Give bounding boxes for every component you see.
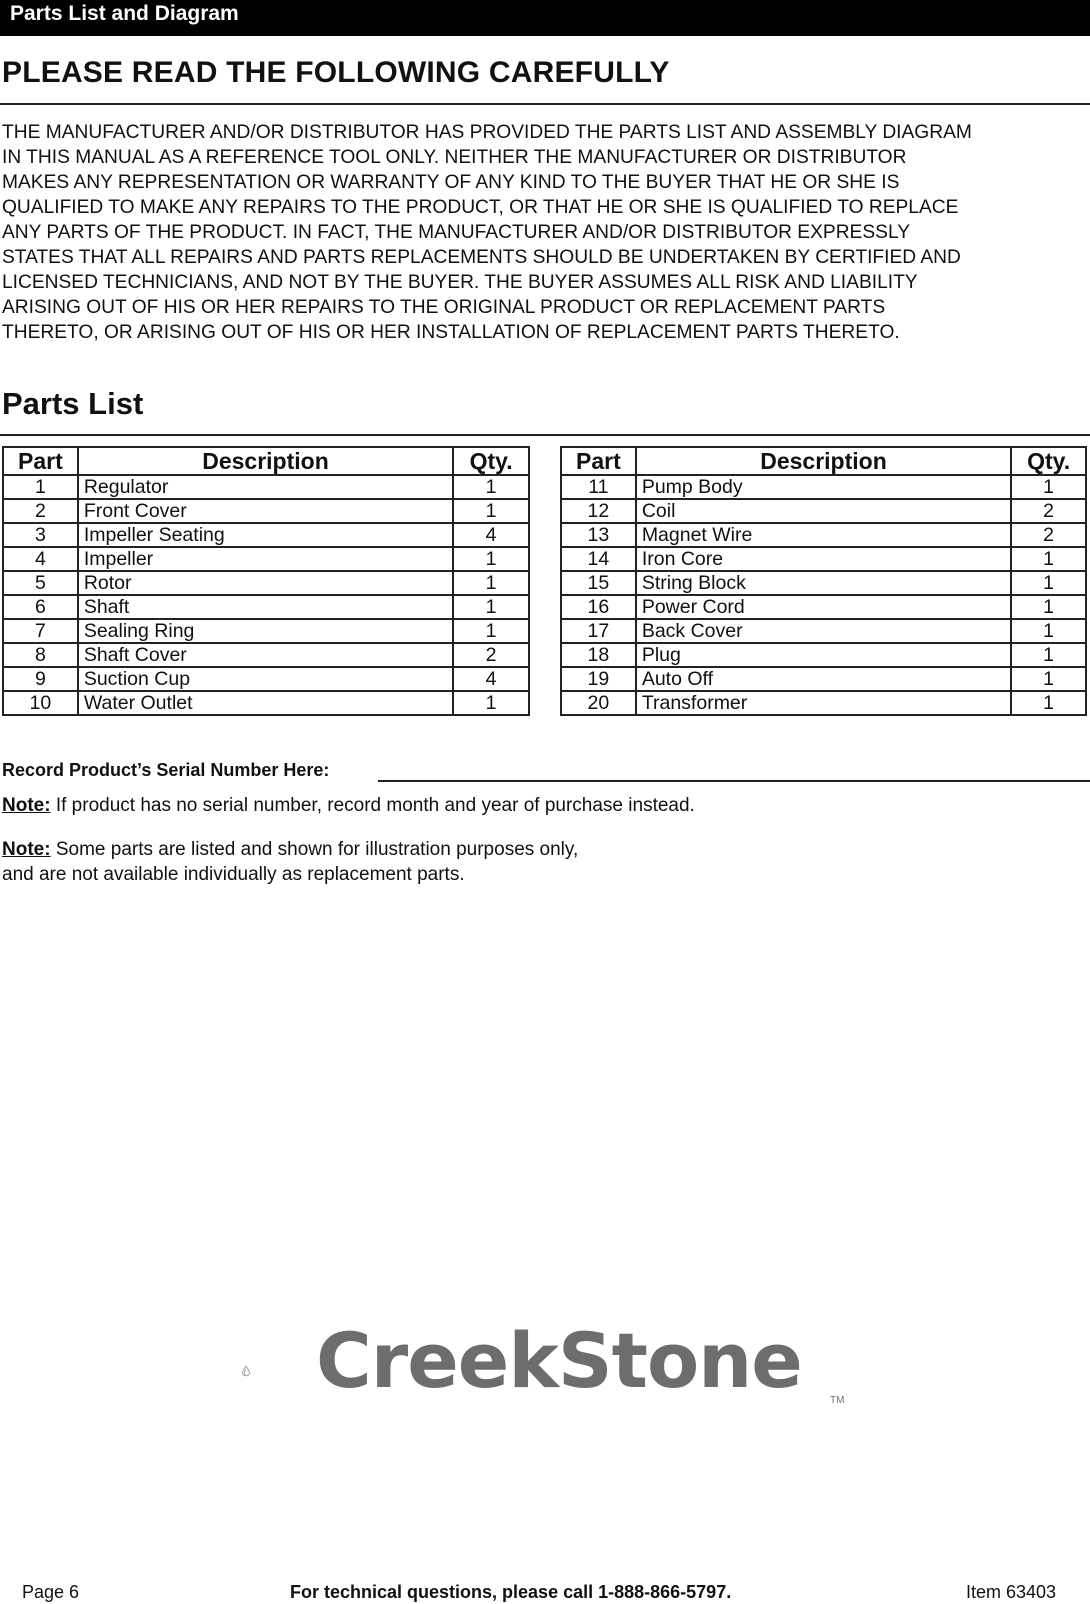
part-description-cell: Plug (636, 643, 1011, 667)
parts-table-left (2, 446, 530, 716)
disclaimer-line: ARISING OUT OF HIS OR HER REPAIRS TO THE ORIGINAL PRODUCT OR REPLACEMENT PARTS (2, 297, 886, 318)
disclaimer-line: THE MANUFACTURER AND/OR DISTRIBUTOR HAS PROVIDED THE PARTS LIST AND ASSEMBLY DIAGRAM (2, 122, 972, 143)
disclaimer-line: MAKES ANY REPRESENTATION OR WARRANTY OF ANY KIND TO THE BUYER THAT HE OR SHE IS (2, 172, 900, 193)
part-qty-cell: 1 (453, 499, 529, 523)
note-label: Note: (2, 839, 51, 860)
column-header-description: Description (636, 447, 1011, 475)
part-description-cell: Suction Cup (78, 667, 453, 691)
part-qty-cell: 1 (453, 475, 529, 499)
section-header-bar (0, 0, 1090, 36)
part-description-cell: Impeller (78, 547, 453, 571)
disclaimer-text (2, 120, 1072, 345)
part-number-cell: 4 (3, 547, 78, 571)
part-qty-cell: 1 (1011, 691, 1086, 715)
part-qty-cell: 1 (1011, 667, 1086, 691)
table-row (561, 571, 1086, 595)
part-description-cell: Coil (636, 499, 1011, 523)
part-qty-cell: 1 (1011, 619, 1086, 643)
note-text: If product has no serial number, record month and year of purchase instead. (55, 795, 695, 816)
trademark-symbol: TM (830, 1395, 845, 1406)
part-description-cell: Rotor (78, 571, 453, 595)
disclaimer-line: QUALIFIED TO MAKE ANY REPAIRS TO THE PRODUCT, OR THAT HE OR SHE IS QUALIFIED TO REPLACE (2, 197, 959, 218)
part-description-cell: Magnet Wire (636, 523, 1011, 547)
part-description-cell: Auto Off (636, 667, 1011, 691)
part-number-cell: 14 (561, 547, 636, 571)
part-description-cell: Pump Body (636, 475, 1011, 499)
serial-number-line (378, 780, 1090, 782)
part-qty-cell: 1 (1011, 595, 1086, 619)
disclaimer-line: LICENSED TECHNICIANS, AND NOT BY THE BUYER. THE BUYER ASSUMES ALL RISK AND LIABILITY (2, 272, 918, 293)
part-description-cell: Sealing Ring (78, 619, 453, 643)
disclaimer-line: ANY PARTS OF THE PRODUCT. IN FACT, THE MANUFACTURER AND/OR DISTRIBUTOR EXPRESSLY (2, 222, 910, 243)
table-row (3, 523, 529, 547)
part-description-cell: Power Cord (636, 595, 1011, 619)
part-number-cell: 19 (561, 667, 636, 691)
part-qty-cell: 4 (453, 523, 529, 547)
table-row (3, 571, 529, 595)
creekstone-drop-icon (242, 1326, 312, 1416)
note-illustration (2, 837, 578, 887)
table-header-row (3, 447, 529, 475)
part-number-cell: 20 (561, 691, 636, 715)
table-row (3, 667, 529, 691)
part-qty-cell: 1 (453, 571, 529, 595)
table-row (3, 475, 529, 499)
table-row (561, 595, 1086, 619)
table-row (561, 643, 1086, 667)
part-qty-cell: 2 (1011, 499, 1086, 523)
note-text: and are not available individually as replacement parts. (2, 864, 465, 885)
table-row (3, 499, 529, 523)
table-row (561, 523, 1086, 547)
footer-item-number: Item 63403 (966, 1582, 1057, 1602)
table-header-row (561, 447, 1086, 475)
part-description-cell: Shaft (78, 595, 453, 619)
divider (0, 103, 1090, 105)
part-number-cell: 10 (3, 691, 78, 715)
part-description-cell: Impeller Seating (78, 523, 453, 547)
table-row (561, 547, 1086, 571)
disclaimer-line: STATES THAT ALL REPAIRS AND PARTS REPLACEMENTS SHOULD BE UNDERTAKEN BY CERTIFIED AND (2, 247, 961, 268)
brand-logo: CreekStone (316, 1316, 802, 1405)
note-serial (2, 793, 695, 818)
serial-number-label: Record Product’s Serial Number Here: (2, 760, 330, 780)
part-number-cell: 5 (3, 571, 78, 595)
part-qty-cell: 1 (1011, 547, 1086, 571)
part-description-cell: Regulator (78, 475, 453, 499)
part-qty-cell: 1 (453, 595, 529, 619)
part-qty-cell: 4 (453, 667, 529, 691)
column-header-qty: Qty. (453, 447, 529, 475)
table-row (561, 499, 1086, 523)
part-description-cell: Shaft Cover (78, 643, 453, 667)
table-row (561, 667, 1086, 691)
table-row (3, 547, 529, 571)
part-qty-cell: 1 (453, 619, 529, 643)
table-row (3, 691, 529, 715)
part-number-cell: 9 (3, 667, 78, 691)
part-number-cell: 17 (561, 619, 636, 643)
part-number-cell: 8 (3, 643, 78, 667)
part-number-cell: 3 (3, 523, 78, 547)
table-row (561, 475, 1086, 499)
part-number-cell: 18 (561, 643, 636, 667)
column-header-part: Part (561, 447, 636, 475)
footer-page-number: Page 6 (22, 1582, 80, 1602)
part-description-cell: Front Cover (78, 499, 453, 523)
part-number-cell: 15 (561, 571, 636, 595)
part-description-cell: Back Cover (636, 619, 1011, 643)
part-number-cell: 7 (3, 619, 78, 643)
section-title: Parts List and Diagram (10, 2, 239, 25)
table-row (561, 691, 1086, 715)
table-row (561, 619, 1086, 643)
part-qty-cell: 1 (453, 547, 529, 571)
divider (0, 434, 1090, 436)
disclaimer-line: IN THIS MANUAL AS A REFERENCE TOOL ONLY. NEITHER THE MANUFACTURER OR DISTRIBUTOR (2, 147, 907, 168)
disclaimer-line: THERETO, OR ARISING OUT OF HIS OR HER INSTALLATION OF REPLACEMENT PARTS THERETO. (2, 322, 900, 343)
part-number-cell: 6 (3, 595, 78, 619)
part-qty-cell: 1 (1011, 643, 1086, 667)
part-number-cell: 2 (3, 499, 78, 523)
note-label: Note: (2, 795, 51, 816)
part-number-cell: 16 (561, 595, 636, 619)
table-row (3, 595, 529, 619)
parts-table-right (560, 446, 1087, 716)
part-qty-cell: 2 (453, 643, 529, 667)
part-number-cell: 1 (3, 475, 78, 499)
part-number-cell: 13 (561, 523, 636, 547)
warning-heading: PLEASE READ THE FOLLOWING CAREFULLY (2, 56, 670, 89)
table-row (3, 643, 529, 667)
parts-list-heading: Parts List (2, 386, 144, 421)
part-description-cell: String Block (636, 571, 1011, 595)
part-description-cell: Water Outlet (78, 691, 453, 715)
footer-tech-support: For technical questions, please call 1-888-866-5797. (290, 1582, 732, 1602)
column-header-description: Description (78, 447, 453, 475)
part-number-cell: 12 (561, 499, 636, 523)
note-text: Some parts are listed and shown for illustration purposes only, (55, 839, 579, 860)
table-row (3, 619, 529, 643)
part-number-cell: 11 (561, 475, 636, 499)
part-description-cell: Transformer (636, 691, 1011, 715)
part-qty-cell: 1 (1011, 475, 1086, 499)
part-qty-cell: 2 (1011, 523, 1086, 547)
column-header-part: Part (3, 447, 78, 475)
part-qty-cell: 1 (453, 691, 529, 715)
part-description-cell: Iron Core (636, 547, 1011, 571)
column-header-qty: Qty. (1011, 447, 1086, 475)
part-qty-cell: 1 (1011, 571, 1086, 595)
